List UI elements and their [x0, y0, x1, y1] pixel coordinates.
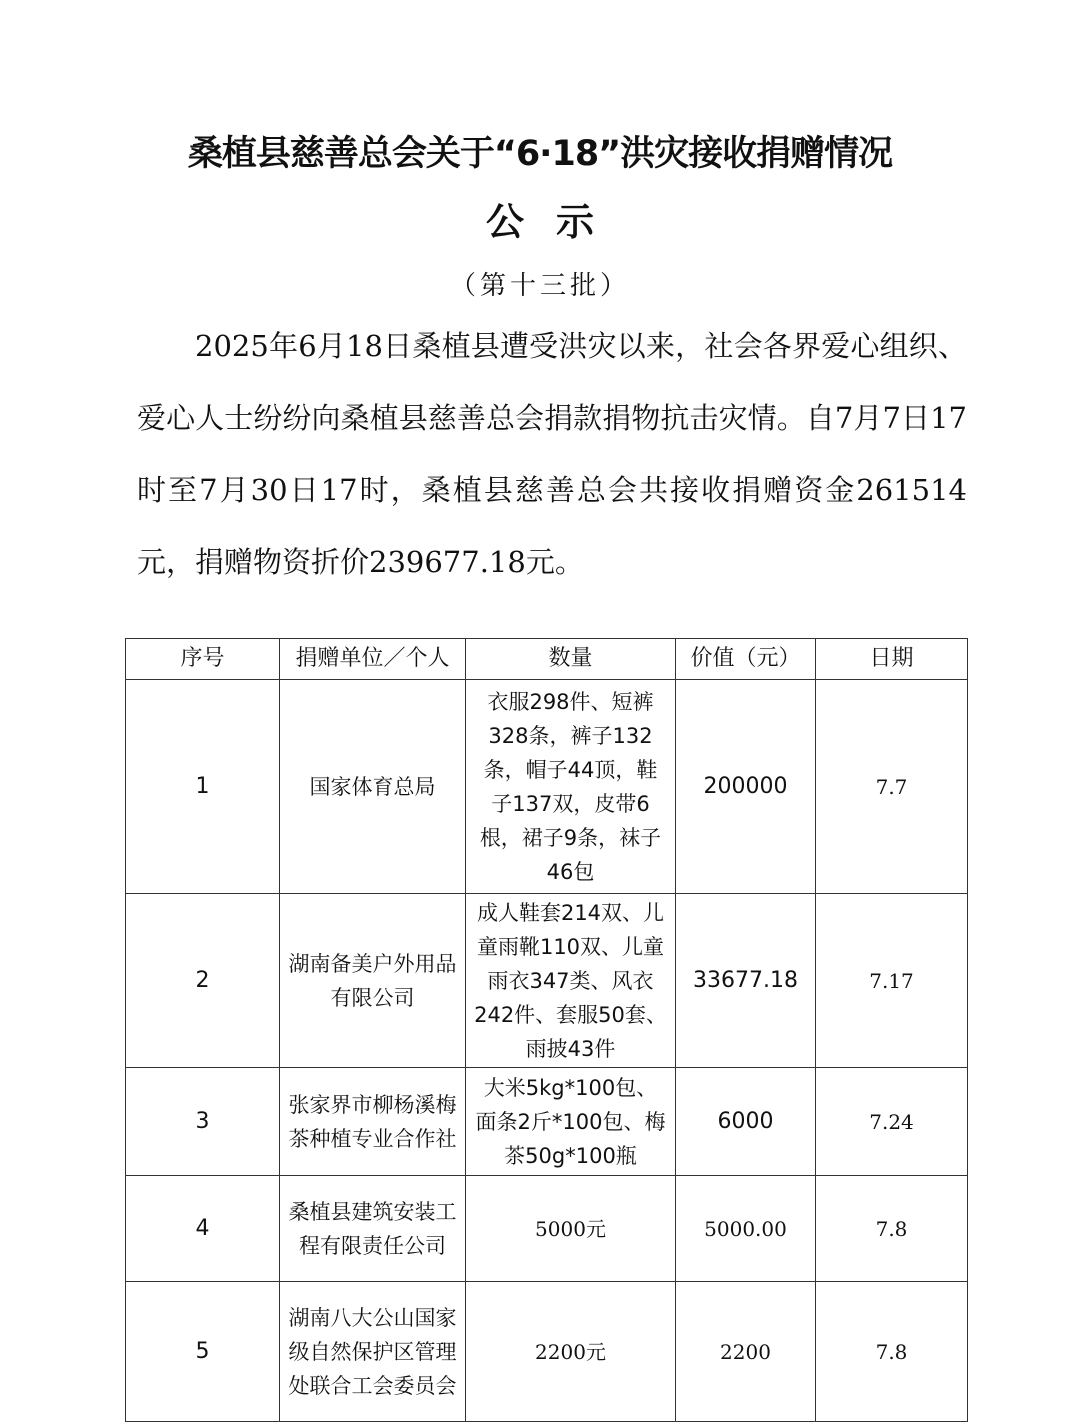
header-donor: 捐赠单位／个人	[280, 639, 466, 680]
cell-value: 5000.00	[676, 1176, 816, 1282]
cell-no: 1	[126, 680, 280, 894]
table-row	[126, 680, 968, 894]
header-date: 日期	[816, 639, 968, 680]
cell-value: 200000	[676, 680, 816, 894]
cell-date: 7.8	[816, 1282, 968, 1422]
cell-date: 7.7	[816, 680, 968, 894]
cell-no: 4	[126, 1176, 280, 1282]
cell-items: 2200元	[466, 1282, 676, 1422]
header-value: 价值（元）	[676, 639, 816, 680]
cell-no: 2	[126, 894, 280, 1068]
cell-value: 33677.18	[676, 894, 816, 1068]
cell-donor: 湖南备美户外用品有限公司	[280, 894, 466, 1068]
notice-subtitle: 公示	[485, 200, 626, 244]
table-row	[126, 1282, 968, 1422]
cell-value: 2200	[676, 1282, 816, 1422]
header-items: 数量	[466, 639, 676, 680]
cell-no: 3	[126, 1068, 280, 1176]
donation-table	[125, 638, 968, 1422]
cell-value: 6000	[676, 1068, 816, 1176]
table-row	[126, 1068, 968, 1176]
cell-items: 大米5kg*100包、面条2斤*100包、梅茶50g*100瓶	[466, 1068, 676, 1176]
cell-date: 7.17	[816, 894, 968, 1068]
cell-date: 7.24	[816, 1068, 968, 1176]
cell-donor: 桑植县建筑安装工程有限责任公司	[280, 1176, 466, 1282]
cell-donor: 国家体育总局	[280, 680, 466, 894]
header-no: 序号	[126, 639, 280, 680]
cell-items: 衣服298件、短裤328条，裤子132条，帽子44顶，鞋子137双，皮带6根，裙子9条，袜子46包	[466, 680, 676, 894]
intro-paragraph: 2025年6月18日桑植县遭受洪灾以来，社会各界爱心组织、爱心人士纷纷向桑植县慈善总会捐款捐物抗击灾情。自7月7日17时至7月30日17时，桑植县慈善总会共接收捐赠资金261514元，捐赠物资折价239677.18元。	[137, 329, 967, 579]
cell-items: 5000元	[466, 1176, 676, 1282]
cell-date: 7.8	[816, 1176, 968, 1282]
cell-donor: 张家界市柳杨溪梅茶种植专业合作社	[280, 1068, 466, 1176]
notice-title: 桑植县慈善总会关于“6·18”洪灾接收捐赠情况	[187, 134, 893, 174]
cell-no: 5	[126, 1282, 280, 1422]
table-header-row	[126, 639, 968, 680]
cell-donor: 湖南八大公山国家级自然保护区管理处联合工会委员会	[280, 1282, 466, 1422]
batch-label: （第十三批）	[449, 271, 630, 301]
cell-items: 成人鞋套214双、儿童雨靴110双、儿童雨衣347类、风衣242件、套服50套、雨披43件	[466, 894, 676, 1068]
table-row	[126, 1176, 968, 1282]
table-row	[126, 894, 968, 1068]
